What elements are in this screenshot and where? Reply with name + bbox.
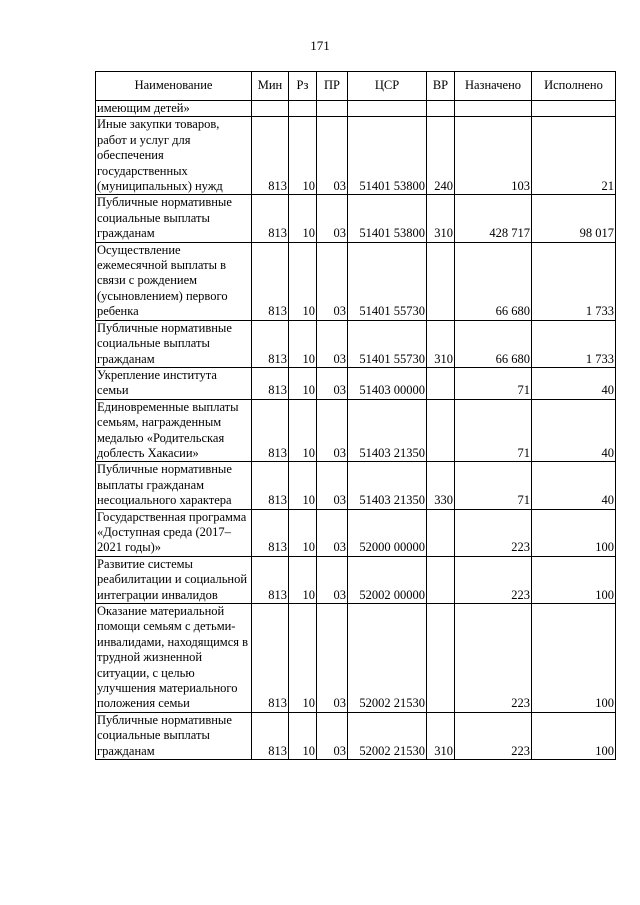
header-name: Наименование (96, 72, 252, 101)
cell-vr (427, 242, 455, 320)
cell-min: 813 (252, 509, 289, 556)
cell-assigned: 71 (455, 367, 532, 399)
cell-vr (427, 367, 455, 399)
cell-min: 813 (252, 117, 289, 195)
cell-executed: 21 (532, 117, 616, 195)
cell-vr: 330 (427, 462, 455, 509)
cell-pr: 03 (317, 367, 348, 399)
cell-assigned: 71 (455, 399, 532, 462)
header-csr: ЦСР (348, 72, 427, 101)
cell-assigned: 223 (455, 556, 532, 603)
cell-rz: 10 (289, 556, 317, 603)
cell-executed: 1 733 (532, 320, 616, 367)
cell-name: Развитие системы реабилитации и социальной интеграции инвалидов (96, 556, 252, 603)
table-row (96, 556, 616, 603)
cell-rz: 10 (289, 242, 317, 320)
table-row (96, 604, 616, 713)
cell-pr: 03 (317, 556, 348, 603)
cell-vr (427, 101, 455, 117)
cell-rz: 10 (289, 604, 317, 713)
cell-csr (348, 101, 427, 117)
table-row (96, 101, 616, 117)
table-row (96, 242, 616, 320)
cell-min (252, 101, 289, 117)
cell-vr (427, 604, 455, 713)
cell-vr: 310 (427, 320, 455, 367)
cell-pr (317, 101, 348, 117)
cell-min: 813 (252, 604, 289, 713)
cell-executed: 100 (532, 509, 616, 556)
cell-executed: 40 (532, 462, 616, 509)
cell-assigned: 223 (455, 712, 532, 759)
table-row (96, 195, 616, 242)
header-vr: ВР (427, 72, 455, 101)
cell-name: Укрепление института семьи (96, 367, 252, 399)
header-min: Мин (252, 72, 289, 101)
cell-executed: 100 (532, 556, 616, 603)
cell-min: 813 (252, 242, 289, 320)
cell-name: Публичные нормативные выплаты гражданам несоциального характера (96, 462, 252, 509)
cell-min: 813 (252, 556, 289, 603)
cell-name: Публичные нормативные социальные выплаты гражданам (96, 712, 252, 759)
cell-rz: 10 (289, 399, 317, 462)
cell-min: 813 (252, 462, 289, 509)
cell-executed: 40 (532, 367, 616, 399)
cell-min: 813 (252, 195, 289, 242)
cell-name: Единовременные выплаты семьям, награжденным медалью «Родительская доблесть Хакасии» (96, 399, 252, 462)
cell-csr: 52000 00000 (348, 509, 427, 556)
cell-executed (532, 101, 616, 117)
cell-min: 813 (252, 712, 289, 759)
cell-assigned: 223 (455, 604, 532, 713)
cell-assigned: 71 (455, 462, 532, 509)
cell-csr: 51401 55730 (348, 242, 427, 320)
cell-rz: 10 (289, 462, 317, 509)
cell-csr: 51401 53800 (348, 117, 427, 195)
cell-name: Осуществление ежемесячной выплаты в связи с рождением (усыновлением) первого ребенка (96, 242, 252, 320)
cell-pr: 03 (317, 509, 348, 556)
cell-csr: 51403 21350 (348, 399, 427, 462)
cell-executed: 100 (532, 604, 616, 713)
cell-name: имеющим детей» (96, 101, 252, 117)
cell-csr: 52002 21530 (348, 604, 427, 713)
table-row (96, 462, 616, 509)
table-row (96, 367, 616, 399)
cell-csr: 51403 00000 (348, 367, 427, 399)
header-executed: Исполнено (532, 72, 616, 101)
cell-pr: 03 (317, 399, 348, 462)
cell-rz: 10 (289, 367, 317, 399)
table-row (96, 320, 616, 367)
page-number: 171 (310, 38, 330, 53)
header-pr: ПР (317, 72, 348, 101)
cell-executed: 100 (532, 712, 616, 759)
cell-assigned: 66 680 (455, 242, 532, 320)
cell-assigned: 103 (455, 117, 532, 195)
cell-pr: 03 (317, 320, 348, 367)
cell-rz (289, 101, 317, 117)
cell-pr: 03 (317, 712, 348, 759)
cell-csr: 51401 55730 (348, 320, 427, 367)
cell-name: Оказание материальной помощи семьям с детьми-инвалидами, находящимся в трудной жизненной ситуации, с целью улучшения материального положения семьи (96, 604, 252, 713)
cell-csr: 52002 00000 (348, 556, 427, 603)
cell-csr: 51401 53800 (348, 195, 427, 242)
cell-vr (427, 399, 455, 462)
cell-vr: 240 (427, 117, 455, 195)
cell-vr: 310 (427, 195, 455, 242)
cell-min: 813 (252, 367, 289, 399)
cell-vr (427, 509, 455, 556)
cell-rz: 10 (289, 712, 317, 759)
cell-assigned: 223 (455, 509, 532, 556)
cell-name: Государственная программа «Доступная среда (2017–2021 годы)» (96, 509, 252, 556)
header-rz: Рз (289, 72, 317, 101)
cell-min: 813 (252, 320, 289, 367)
cell-rz: 10 (289, 195, 317, 242)
header-assigned: Назначено (455, 72, 532, 101)
cell-vr: 310 (427, 712, 455, 759)
cell-name: Публичные нормативные социальные выплаты гражданам (96, 195, 252, 242)
budget-table (95, 71, 616, 760)
cell-pr: 03 (317, 604, 348, 713)
cell-executed: 40 (532, 399, 616, 462)
table-header-row (96, 72, 616, 101)
cell-executed: 98 017 (532, 195, 616, 242)
cell-name: Публичные нормативные социальные выплаты гражданам (96, 320, 252, 367)
cell-assigned: 428 717 (455, 195, 532, 242)
cell-rz: 10 (289, 509, 317, 556)
cell-name: Иные закупки товаров, работ и услуг для обеспечения государственных (муниципальных) нужд (96, 117, 252, 195)
cell-min: 813 (252, 399, 289, 462)
cell-rz: 10 (289, 320, 317, 367)
cell-csr: 52002 21530 (348, 712, 427, 759)
cell-assigned: 66 680 (455, 320, 532, 367)
cell-vr (427, 556, 455, 603)
cell-executed: 1 733 (532, 242, 616, 320)
table-row (96, 117, 616, 195)
cell-pr: 03 (317, 242, 348, 320)
table-row (96, 712, 616, 759)
cell-pr: 03 (317, 195, 348, 242)
table-row (96, 399, 616, 462)
cell-csr: 51403 21350 (348, 462, 427, 509)
cell-rz: 10 (289, 117, 317, 195)
table-row (96, 509, 616, 556)
cell-pr: 03 (317, 117, 348, 195)
cell-assigned (455, 101, 532, 117)
cell-pr: 03 (317, 462, 348, 509)
